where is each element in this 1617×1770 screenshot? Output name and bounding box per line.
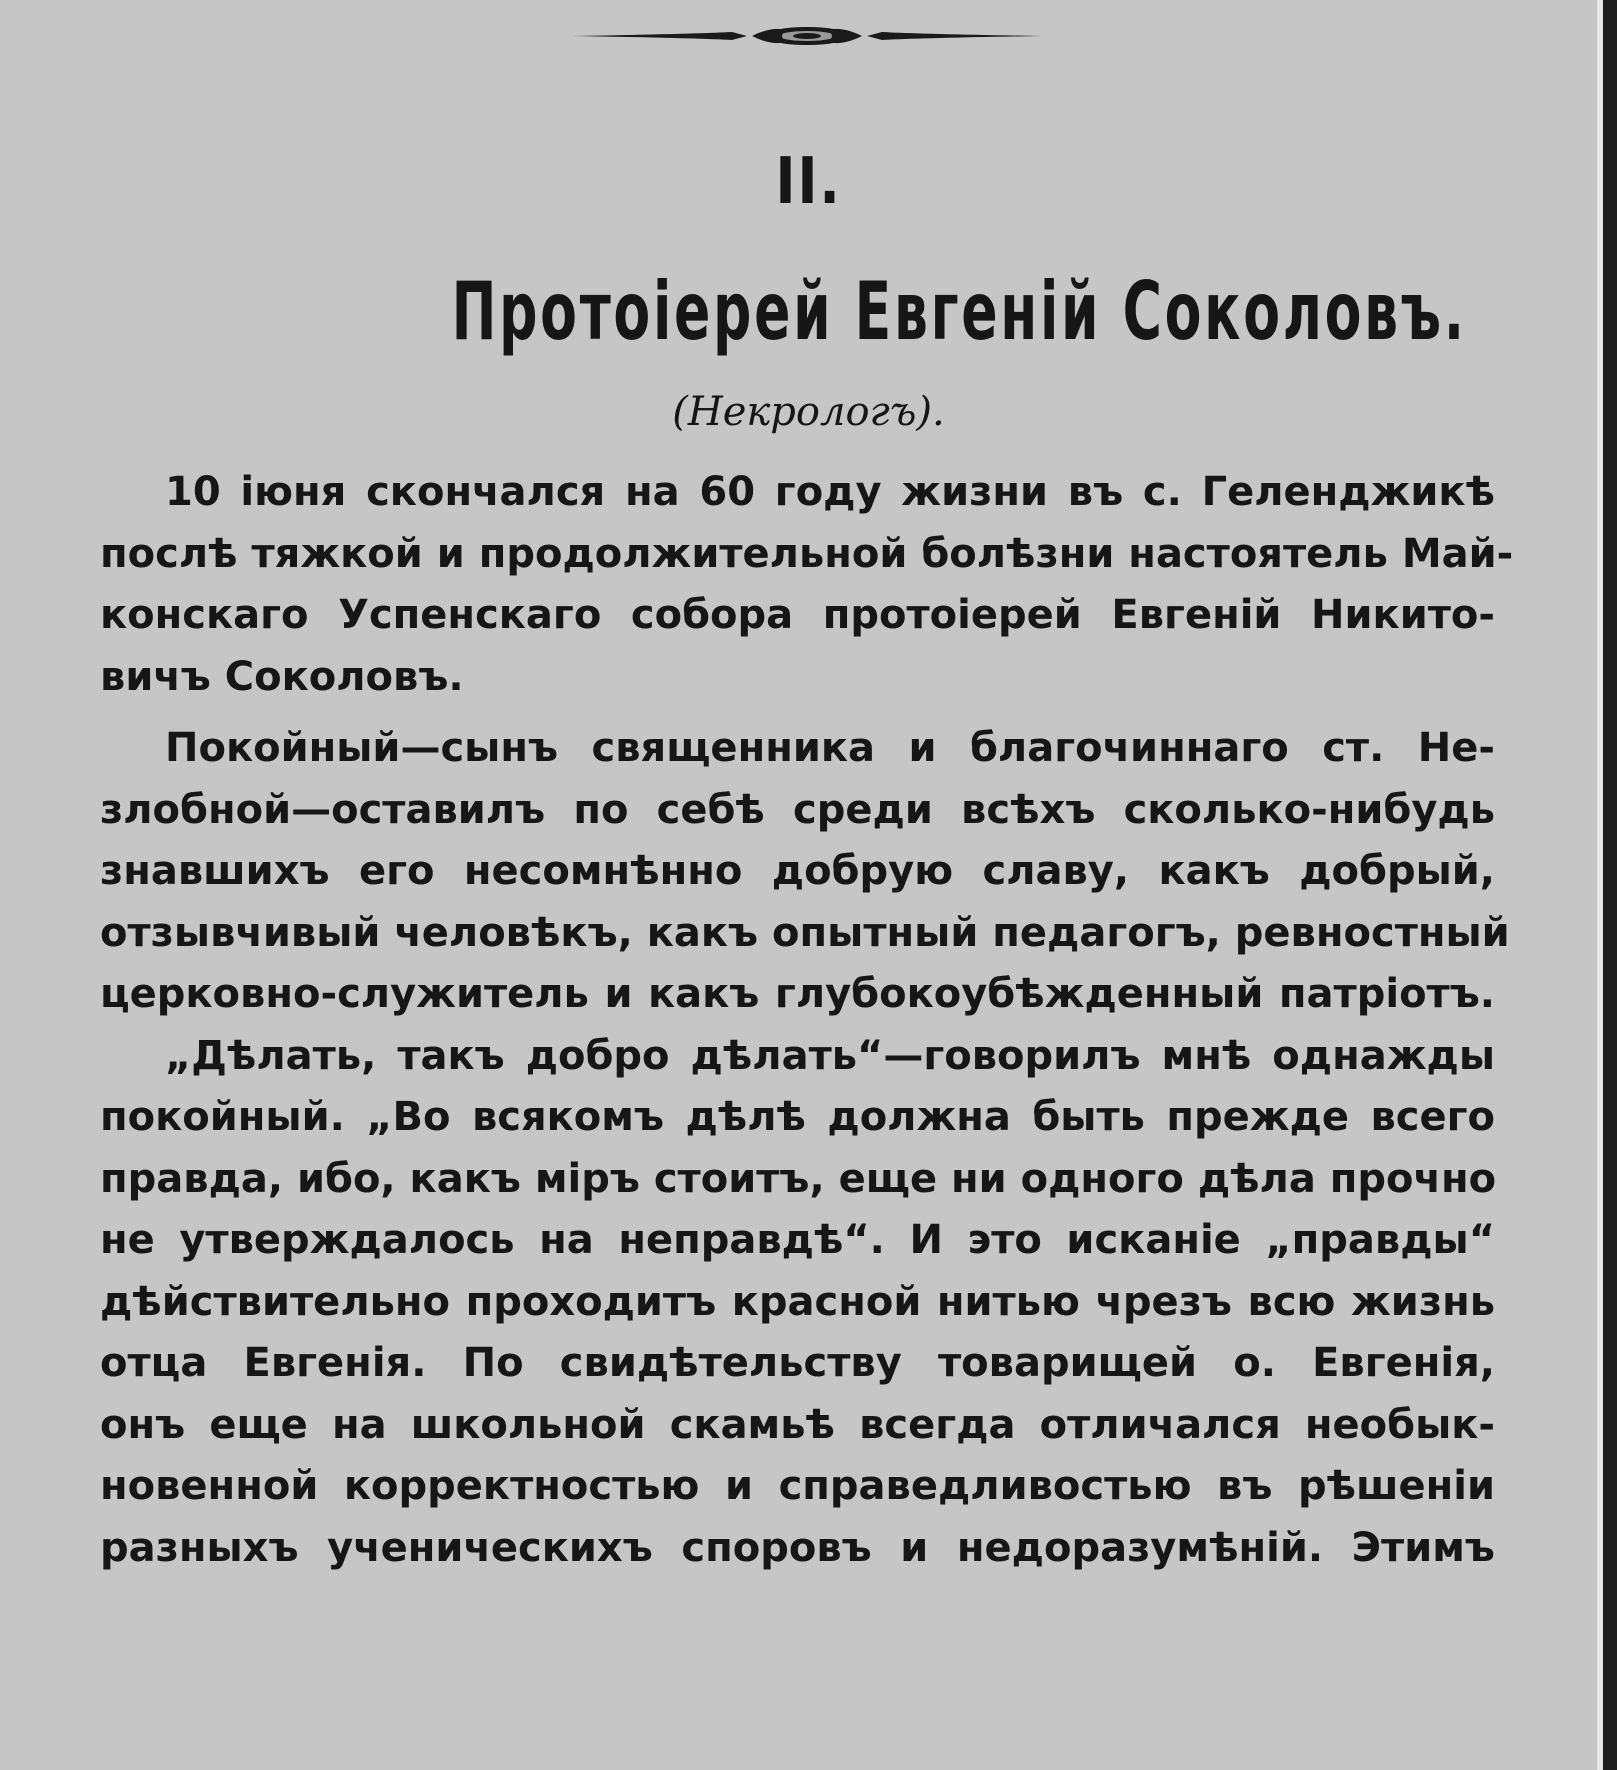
text-line: „Дѣлать, такъ добро дѣлать“—говорилъ мнѣ однажды [165,1032,1495,1079]
page-edge-shadow [1603,0,1617,1770]
text-line: онъ еще на школьной скамьѣ всегда отличался необык- [100,1401,1495,1448]
text-line: 10 іюня скончался на 60 году жизни въ с. Геленджикѣ [165,469,1495,515]
section-number: II. [775,145,842,219]
text-line: вичъ Соколовъ. [100,653,464,700]
text-line: покойный. „Во всякомъ дѣлѣ должна быть прежде всего [100,1094,1495,1140]
text-line: конскаго Успенскаго собора протоіерей Евгеній Никито- [100,592,1495,638]
text-line: новенной корректностью и справедливостью въ рѣшеніи [100,1463,1495,1509]
text-line: послѣ тяжкой и продолжительной болѣзни настоятель Май- [100,530,1514,577]
text-line: отца Евгенія. По свидѣтельству товарищей о. Евгенія, [100,1340,1495,1386]
text-line: церковно-служитель и какъ глубокоубѣжденный патріотъ. [100,971,1495,1017]
text-line: злобной—оставилъ по себѣ среди всѣхъ сколько-нибудь [100,786,1495,833]
article-title: Протоіерей Евгеній Соколовъ. [451,265,1467,358]
text-line: Покойный—сынъ священника и благочиннаго ст. Не- [165,725,1495,771]
ornament-divider [572,18,1042,54]
text-line: дѣйствительно проходитъ красной нитью чрезъ всю жизнь [100,1278,1495,1325]
text-line: отзывчивый человѣкъ, какъ опытный педагогъ, ревностный [100,909,1510,956]
text-line: разныхъ ученическихъ споровъ и недоразумѣній. Этимъ [100,1524,1495,1571]
text-line: не утверждалось на неправдѣ“. И это исканіе „правды“ [100,1217,1495,1263]
article-body [100,462,1514,1579]
article-subtitle: (Некрологъ). [672,389,945,435]
text-line: знавшихъ его несомнѣнно добрую славу, какъ добрый, [100,848,1495,894]
text-line: правда, ибо, какъ міръ стоитъ, еще ни одного дѣла прочно [100,1155,1497,1202]
